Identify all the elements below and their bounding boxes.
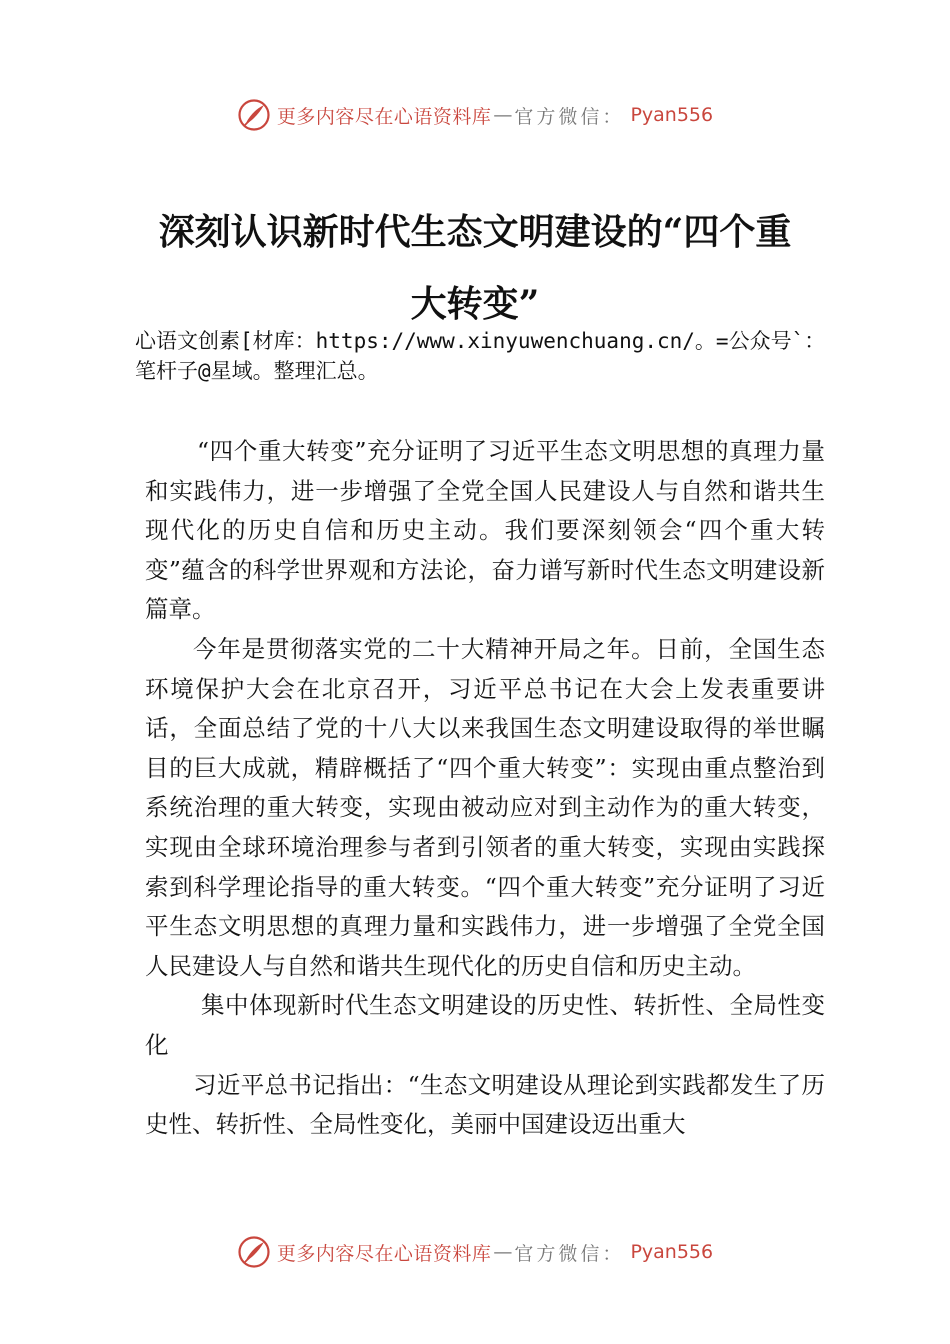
document-body bbox=[145, 432, 825, 1145]
banner-wechat-label: 官方微信： bbox=[514, 105, 625, 128]
source-note: 心语文创素[材库：https://www.xinyuwenchuang.cn/。=公众号`：笔杆子@星域。整理汇总。 bbox=[135, 329, 826, 383]
quill-logo-icon bbox=[237, 98, 271, 132]
banner-slogan: 更多内容尽在心语资料库 bbox=[276, 1242, 492, 1265]
document-title-line2: 大转变” bbox=[410, 283, 540, 325]
paragraph: 今年是贯彻落实党的二十大精神开局之年。日前，全国生态环境保护大会在北京召开，习近平总书记在大会上发表重要讲话，全面总结了党的十八大以来我国生态文明建设取得的举世瞩目的巨大成就，精辟概括了“四个重大转变”：实现由重点整治到系统治理的重大转变，实现由被动应对到主动作为的重大转变，实现由全球环境治理参与者到引领者的重大转变，实现由实践探索到科学理论指导的重大转变。“四个重大转变”充分证明了习近平生态文明思想的真理力量和实践伟力，进一步增强了全党全国人民建设人与自然和谐共生现代化的历史自信和历史主动。 bbox=[145, 634, 825, 980]
footer-banner bbox=[0, 1232, 950, 1272]
banner-separator: — bbox=[493, 104, 513, 126]
banner-slogan: 更多内容尽在心语资料库 bbox=[276, 105, 492, 128]
section-heading: 集中体现新时代生态文明建设的历史性、转折性、全局性变化 bbox=[145, 991, 825, 1059]
paragraph: 习近平总书记指出：“生态文明建设从理论到实践都发生了历史性、转折性、全局性变化，美丽中国建设迈出重大 bbox=[145, 1070, 825, 1139]
banner-wechat-id: Pyan556 bbox=[630, 1241, 714, 1263]
header-banner bbox=[0, 95, 950, 135]
banner-wechat-label: 官方微信： bbox=[514, 1242, 625, 1265]
quill-logo-icon bbox=[237, 1235, 271, 1269]
banner-separator: — bbox=[493, 1241, 513, 1263]
banner-wechat-id: Pyan556 bbox=[630, 104, 714, 126]
paragraph: “四个重大转变”充分证明了习近平生态文明思想的真理力量和实践伟力，进一步增强了全党全国人民建设人与自然和谐共生现代化的历史自信和历史主动。我们要深刻领会“四个重大转变”蕴含的科学世界观和方法论，奋力谱写新时代生态文明建设新篇章。 bbox=[145, 437, 825, 624]
document-title-line1: 深刻认识新时代生态文明建设的“四个重 bbox=[158, 211, 792, 253]
